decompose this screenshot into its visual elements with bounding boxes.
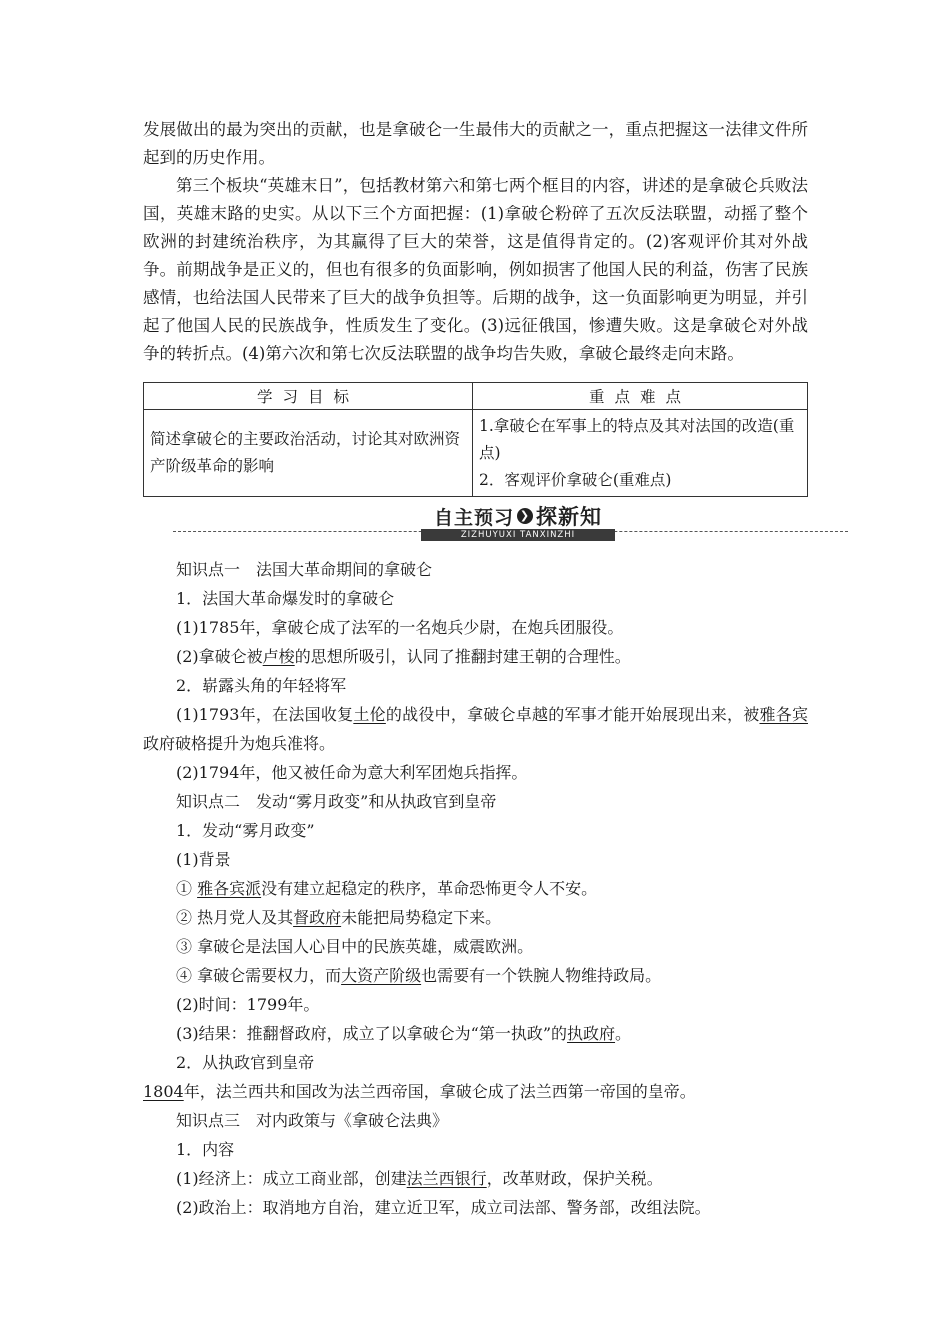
k2-background-2: ② 热月党人及其督政府未能把局势稳定下来。 xyxy=(176,908,502,927)
k1-item-4: (2)1794年，他又被任命为意大利军团炮兵指挥。 xyxy=(176,763,528,782)
k2-background-heading: (1)背景 xyxy=(176,850,231,869)
k2-subheading-1: 1．发动“雾月政变” xyxy=(176,821,315,840)
chevron-right-icon: ❯ xyxy=(517,508,533,524)
k2-emperor: 1804年，法兰西共和国改为法兰西帝国，拿破仑成了法兰西第一帝国的皇帝。 xyxy=(143,1082,696,1101)
k1-subheading-1: 1．法国大革命爆发时的拿破仑 xyxy=(176,589,395,608)
k1-subheading-2: 2．崭露头角的年轻将军 xyxy=(176,676,347,695)
answer-blank: 雅各宾派 xyxy=(197,879,262,898)
goals-header-cell: 学习目标 xyxy=(144,383,473,410)
intro-paragraph-1: 发展做出的最为突出的贡献，也是拿破仑一生最伟大的贡献之一，重点把握这一法律文件所起到的历史作用。 xyxy=(143,120,808,167)
goals-body-cell: 简述拿破仑的主要政治活动，讨论其对欧洲资产阶级革命的影响 xyxy=(144,410,473,497)
answer-blank: 土伦 xyxy=(353,705,386,724)
difficulty-item-2: 2．客观评价拿破仑(重难点) xyxy=(479,470,672,489)
answer-blank: 雅各宾 xyxy=(759,705,808,724)
answer-blank: 卢梭 xyxy=(262,647,295,666)
document-page xyxy=(143,116,808,1222)
k1-item-1: (1)1785年，拿破仑成了法军的一名炮兵少尉，在炮兵团服役。 xyxy=(176,618,624,637)
difficulty-item-1: 1.拿破仑在军事上的特点及其对法国的改造(重点) xyxy=(479,416,795,462)
difficulties-header-cell: 重点难点 xyxy=(473,383,808,410)
banner-subtitle: ZIZHUYUXI TANXINZHI xyxy=(421,529,615,541)
knowledge-point-1-title: 知识点一 法国大革命期间的拿破仑 xyxy=(176,560,433,579)
difficulties-body-cell xyxy=(473,410,808,497)
k2-time: (2)时间：1799年。 xyxy=(176,995,320,1014)
answer-blank: 1804 xyxy=(143,1082,184,1101)
k3-subheading-1: 1．内容 xyxy=(176,1140,235,1159)
section-banner xyxy=(143,497,808,555)
answer-blank: 法兰西银行 xyxy=(406,1169,487,1188)
k3-politics: (2)政治上：取消地方自治，建立近卫军，成立司法部、警务部，改组法院。 xyxy=(176,1198,711,1217)
k1-item-3: (1)1793年，在法国收复土伦的战役中，拿破仑卓越的军事才能开始展现出来，被雅各宾政府破格提升为炮兵准将。 xyxy=(143,705,808,753)
k1-item-2: (2)拿破仑被卢梭的思想所吸引，认同了推翻封建王朝的合理性。 xyxy=(176,647,631,666)
knowledge-body xyxy=(143,555,808,1222)
answer-blank: 执政府 xyxy=(567,1024,616,1043)
banner-title-right: 探新知 xyxy=(536,505,602,529)
k2-background-4: ④ 拿破仑需要权力，而大资产阶级也需要有一个铁腕人物维持政局。 xyxy=(176,966,662,985)
answer-blank: 督政府 xyxy=(293,908,342,927)
k3-economy: (1)经济上：成立工商业部，创建法兰西银行，改革财政，保护关税。 xyxy=(176,1169,663,1188)
knowledge-point-2-title: 知识点二 发动“雾月政变”和从执政官到皇帝 xyxy=(176,792,497,811)
banner-box xyxy=(421,503,615,541)
goals-table xyxy=(143,382,808,497)
intro-paragraph-2: 第三个板块“英雄末日”，包括教材第六和第七两个框目的内容，讲述的是拿破仑兵败法国，英雄末路的史实。从以下三个方面把握：(1)拿破仑粉碎了五次反法联盟，动摇了整个欧洲的封建统治秩序，为其赢得了巨大的荣誉，这是值得肯定的。(2)客观评价其对外战争。前期战争是正义的，但也有很多的负面影响，例如损害了他国人民的利益，伤害了民族感情，也给法国人民带来了巨大的战争负担等。后期的战争，这一负面影响更为明显，并引起了他国人民的民族战争，性质发生了变化。(3)远征俄国，惨遭失败。这是拿破仑对外战争的转折点。(4)第六次和第七次反法联盟的战争均告失败，拿破仑最终走向末路。 xyxy=(143,176,808,363)
k2-background-1: ① 雅各宾派没有建立起稳定的秩序，革命恐怖更令人不安。 xyxy=(176,879,598,898)
knowledge-point-3-title: 知识点三 对内政策与《拿破仑法典》 xyxy=(176,1111,449,1130)
k2-background-3: ③ 拿破仑是法国人心目中的民族英雄，威震欧洲。 xyxy=(176,937,534,956)
k2-result: (3)结果：推翻督政府，成立了以拿破仑为“第一执政”的执政府。 xyxy=(176,1024,632,1043)
banner-title-left: 自主预习 xyxy=(433,506,514,529)
k2-subheading-2: 2．从执政官到皇帝 xyxy=(176,1053,315,1072)
answer-blank: 大资产阶级 xyxy=(341,966,422,985)
